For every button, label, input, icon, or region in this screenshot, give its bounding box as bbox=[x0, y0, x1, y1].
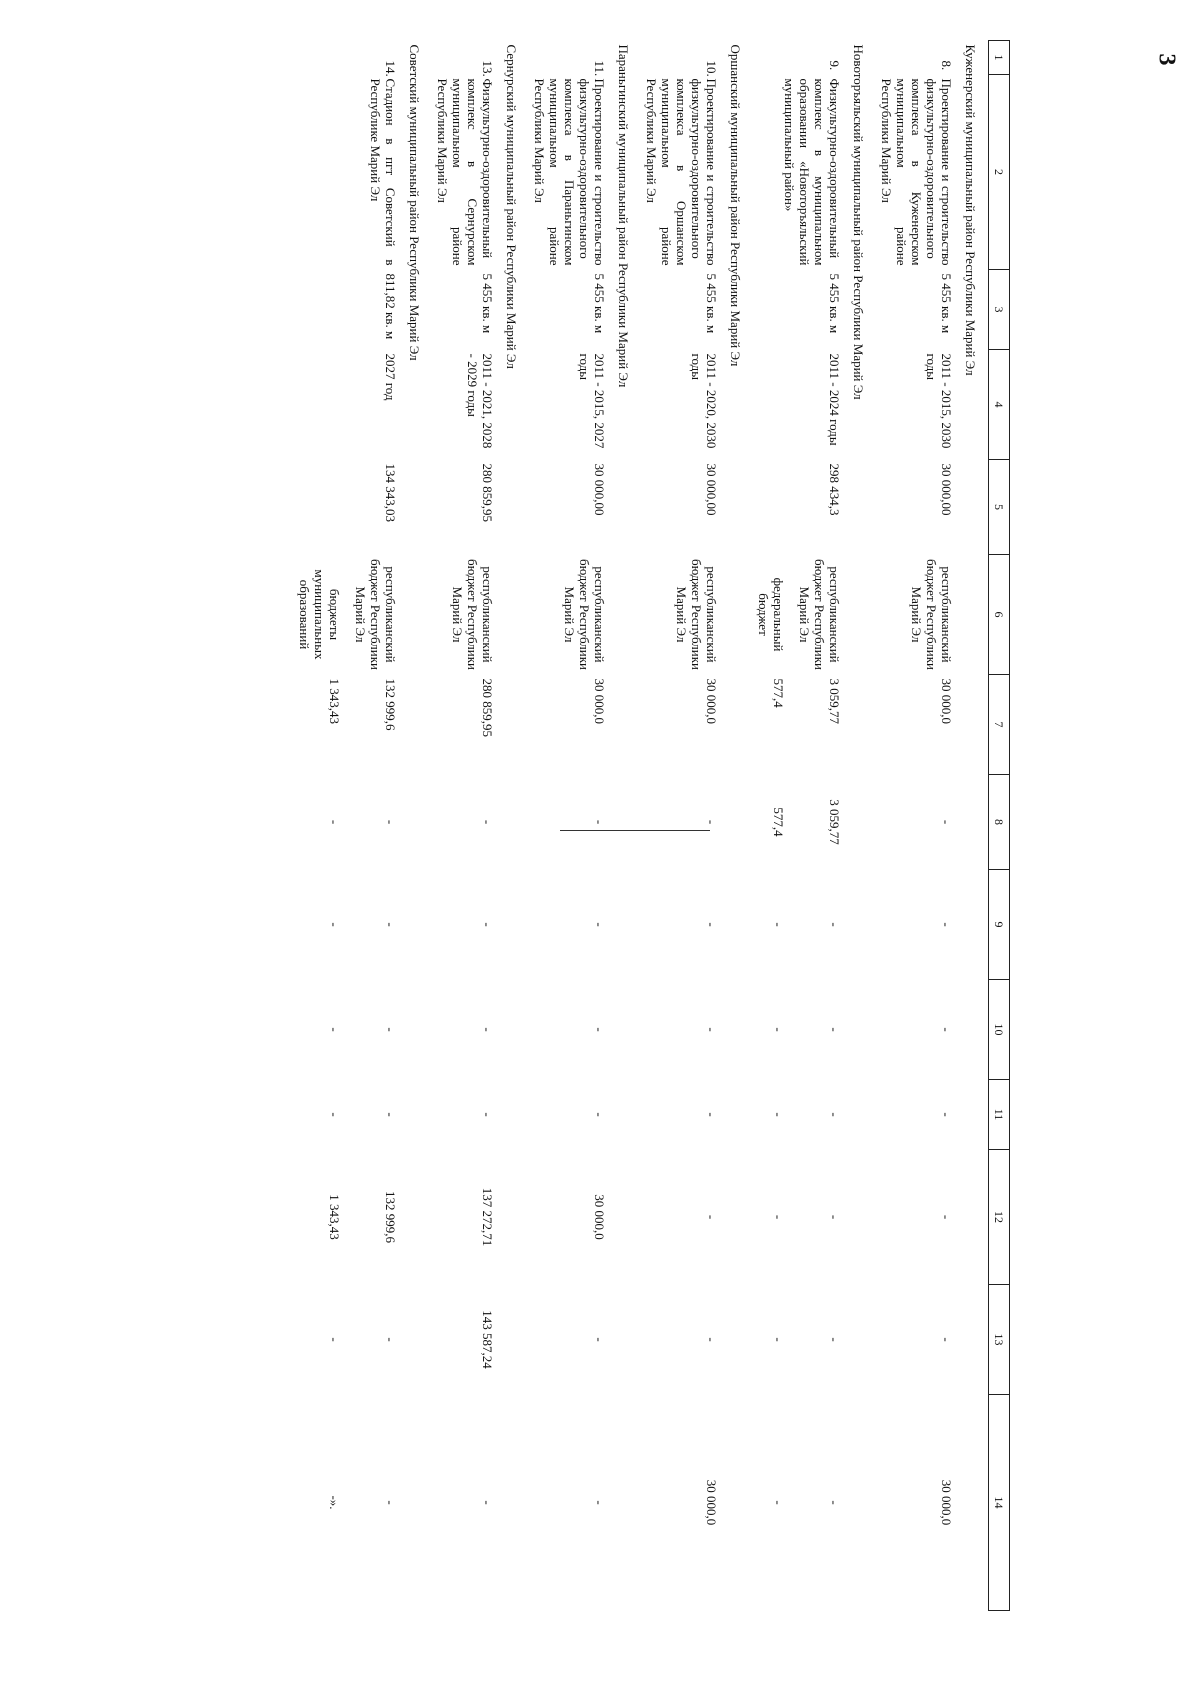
section-row bbox=[401, 41, 432, 1611]
section-title: Оршанский муниципальный район Республики Марий Эл bbox=[728, 44, 743, 367]
value-c8: - bbox=[704, 819, 719, 825]
section-title: Сернурский муниципальный район Республики Марий Эл bbox=[504, 44, 519, 369]
row-number: 14. bbox=[383, 60, 398, 77]
column-header-9: 9 bbox=[989, 870, 1010, 980]
funding-source: республиканский бюджет Республики Марий Эл bbox=[450, 558, 495, 670]
value-c8: - bbox=[939, 819, 954, 825]
total-cost: 298 434,3 bbox=[827, 463, 842, 516]
value-col-7: 1 343,43 bbox=[327, 678, 342, 724]
value-col-7: 3 059,77 bbox=[827, 678, 842, 724]
value-c12: - bbox=[827, 1214, 842, 1220]
value-c9: - bbox=[827, 922, 842, 927]
row-number: 13. bbox=[480, 60, 495, 77]
column-header-4: 4 bbox=[989, 350, 1010, 460]
row-number: 10. bbox=[704, 60, 719, 77]
funding-source: республиканский бюджет Республики Марий Эл bbox=[353, 558, 398, 670]
years: 2011 - 2020, 2030 годы bbox=[689, 353, 719, 449]
value-c14: 30 000,0 bbox=[704, 1479, 719, 1526]
table-row bbox=[876, 41, 957, 1611]
value-c10: - bbox=[939, 1027, 954, 1032]
value-c9: - bbox=[939, 922, 954, 927]
section-row bbox=[957, 41, 989, 1611]
value-c14: 30 000,0 bbox=[939, 1479, 954, 1526]
years: 2011 - 2021, 2028 - 2029 годы bbox=[465, 353, 495, 449]
years: 2011 - 2024 годы bbox=[827, 353, 842, 446]
section-row bbox=[498, 41, 529, 1611]
table-body bbox=[294, 41, 989, 1611]
object-name: Проектирование и строительство физкультурно-оздоровительного комплекса в Оршанском муниципальном районе Республики Марий Эл bbox=[644, 78, 719, 266]
value-c12: 137 272,71 bbox=[480, 1187, 495, 1247]
value-c9: - bbox=[383, 922, 398, 927]
value-c11: - bbox=[327, 1112, 342, 1117]
years: 2011 - 2015, 2030 годы bbox=[924, 353, 954, 449]
value-c14: - bbox=[383, 1500, 398, 1505]
value-c14: - bbox=[592, 1500, 607, 1505]
value-c12: - bbox=[704, 1214, 719, 1220]
funding-source: федеральный бюджет bbox=[756, 577, 786, 652]
table-row bbox=[529, 41, 610, 1611]
value-c8: 577,4 bbox=[771, 807, 786, 837]
column-header-8: 8 bbox=[989, 775, 1010, 870]
section-row bbox=[845, 41, 876, 1611]
row-number: 11. bbox=[592, 60, 607, 77]
total-cost: 280 859,95 bbox=[480, 463, 495, 522]
value-c13: - bbox=[771, 1337, 786, 1342]
value-c11: - bbox=[939, 1112, 954, 1117]
value-c13: - bbox=[592, 1337, 607, 1342]
value-c9: - bbox=[327, 922, 342, 927]
value-c12: - bbox=[939, 1214, 954, 1220]
object-name: Проектирование и строительство физкультурно-оздоровительного комплекса в Параньгинском муниципальном районе Республики Марий Эл bbox=[532, 78, 607, 266]
value-c14: -». bbox=[327, 1495, 342, 1510]
total-cost: 30 000,00 bbox=[704, 463, 719, 516]
funding-source: республиканский бюджет Республики Марий Эл bbox=[674, 558, 719, 670]
value-c11: - bbox=[480, 1112, 495, 1117]
funding-source: республиканский бюджет Республики Марий Эл bbox=[562, 558, 607, 670]
value-col-7: 30 000,0 bbox=[592, 678, 607, 724]
capacity: 5 455 кв. м bbox=[704, 273, 719, 334]
row-number: 8. bbox=[939, 60, 954, 71]
value-c12: - bbox=[771, 1214, 786, 1220]
section-title: Параньгинский муниципальный район Республики Марий Эл bbox=[616, 44, 631, 388]
column-header-6: 6 bbox=[989, 555, 1010, 675]
value-c10: - bbox=[383, 1027, 398, 1032]
object-name: Стадион в пгт Советский в Республике Марий Эл bbox=[368, 78, 398, 266]
table-header bbox=[989, 41, 1010, 1611]
value-c12: 30 000,0 bbox=[592, 1194, 607, 1240]
value-c13: - bbox=[939, 1337, 954, 1342]
value-c13: 143 587,24 bbox=[480, 1310, 495, 1369]
footer-divider bbox=[560, 830, 710, 831]
capacity: 5 455 кв. м bbox=[592, 273, 607, 334]
value-c11: - bbox=[383, 1112, 398, 1117]
funding-source: республиканский бюджет Республики Марий Эл bbox=[797, 558, 842, 670]
value-c9: - bbox=[592, 922, 607, 927]
column-header-7: 7 bbox=[989, 675, 1010, 775]
value-c8: - bbox=[480, 819, 495, 825]
total-cost: 30 000,00 bbox=[939, 463, 954, 516]
funding-source: бюджеты муниципальных образований bbox=[297, 569, 342, 660]
value-c12: 1 343,43 bbox=[327, 1194, 342, 1240]
value-c13: - bbox=[327, 1337, 342, 1342]
table-row bbox=[794, 41, 845, 1611]
value-c8: - bbox=[327, 819, 342, 825]
column-header-5: 5 bbox=[989, 460, 1010, 555]
value-c13: - bbox=[704, 1337, 719, 1342]
table-row bbox=[350, 41, 401, 1611]
value-c10: - bbox=[704, 1027, 719, 1032]
value-c14: - bbox=[480, 1500, 495, 1505]
column-header-1: 1 bbox=[989, 41, 1010, 75]
value-c11: - bbox=[827, 1112, 842, 1117]
section-row bbox=[610, 41, 641, 1611]
value-c11: - bbox=[771, 1112, 786, 1117]
capacity: 5 455 кв. м bbox=[939, 273, 954, 334]
value-c12: 132 999,6 bbox=[383, 1191, 398, 1243]
value-c10: - bbox=[480, 1027, 495, 1032]
value-c11: - bbox=[704, 1112, 719, 1117]
financing-table bbox=[294, 40, 1010, 1611]
page-number: 3 bbox=[1153, 53, 1180, 66]
value-c10: - bbox=[771, 1027, 786, 1032]
value-c10: - bbox=[327, 1027, 342, 1032]
total-cost: 30 000,00 bbox=[592, 463, 607, 516]
capacity: 5 455 кв. м bbox=[827, 273, 842, 334]
column-header-10: 10 bbox=[989, 980, 1010, 1080]
section-row bbox=[722, 41, 753, 1611]
column-header-2: 2 bbox=[989, 75, 1010, 270]
value-c14: - bbox=[771, 1500, 786, 1505]
value-col-7: 577,4 bbox=[771, 678, 786, 708]
funding-source: республиканский бюджет Республики Марий Эл bbox=[909, 558, 954, 670]
value-col-7: 30 000,0 bbox=[939, 678, 954, 724]
column-header-13: 13 bbox=[989, 1285, 1010, 1395]
value-c10: - bbox=[592, 1027, 607, 1032]
section-title: Новоторъяльский муниципальный район Республики Марий Эл bbox=[851, 44, 866, 400]
value-col-7: 132 999,6 bbox=[383, 678, 398, 731]
object-name: Проектирование и строительство физкультурно-оздоровительного комплекса в Куженерском муниципальном районе Республики Марий Эл bbox=[879, 78, 954, 266]
column-header-11: 11 bbox=[989, 1080, 1010, 1150]
program-table-rotated bbox=[200, 40, 1010, 1610]
value-c11: - bbox=[592, 1112, 607, 1117]
value-c14: - bbox=[827, 1500, 842, 1505]
capacity: 811,82 кв. м bbox=[383, 273, 398, 340]
value-c9: - bbox=[771, 922, 786, 927]
value-col-7: 30 000,0 bbox=[704, 678, 719, 724]
column-header-14: 14 bbox=[989, 1395, 1010, 1611]
section-title: Куженерский муниципальный район Республики Марий Эл bbox=[963, 44, 978, 376]
value-col-7: 280 859,95 bbox=[480, 678, 495, 737]
table-row bbox=[432, 41, 498, 1611]
table-row bbox=[641, 41, 722, 1611]
object-name: Физкультурно-оздоровительный комплекс в муниципальном образовании «Новоторъяльский муниципальный район» bbox=[782, 78, 842, 266]
value-c13: - bbox=[383, 1337, 398, 1342]
value-c13: - bbox=[827, 1337, 842, 1342]
value-c10: - bbox=[827, 1027, 842, 1032]
capacity: 5 455 кв. м bbox=[480, 273, 495, 334]
column-header-3: 3 bbox=[989, 270, 1010, 350]
object-name: Физкультурно-оздоровительный комплекс в Сернурском муниципальном районе Республики Марий Эл bbox=[435, 78, 495, 266]
value-c8: - bbox=[592, 819, 607, 825]
row-number: 9. bbox=[827, 60, 842, 71]
years: 2027 год bbox=[383, 353, 398, 401]
years: 2011 - 2015, 2027 годы bbox=[577, 353, 607, 449]
column-header-12: 12 bbox=[989, 1150, 1010, 1285]
total-cost: 134 343,03 bbox=[383, 463, 398, 522]
value-c8: - bbox=[383, 819, 398, 825]
value-c9: - bbox=[480, 922, 495, 927]
value-c8: 3 059,77 bbox=[827, 799, 842, 845]
value-c9: - bbox=[704, 922, 719, 927]
section-title: Советский муниципальный район Республики Марий Эл bbox=[407, 44, 422, 361]
